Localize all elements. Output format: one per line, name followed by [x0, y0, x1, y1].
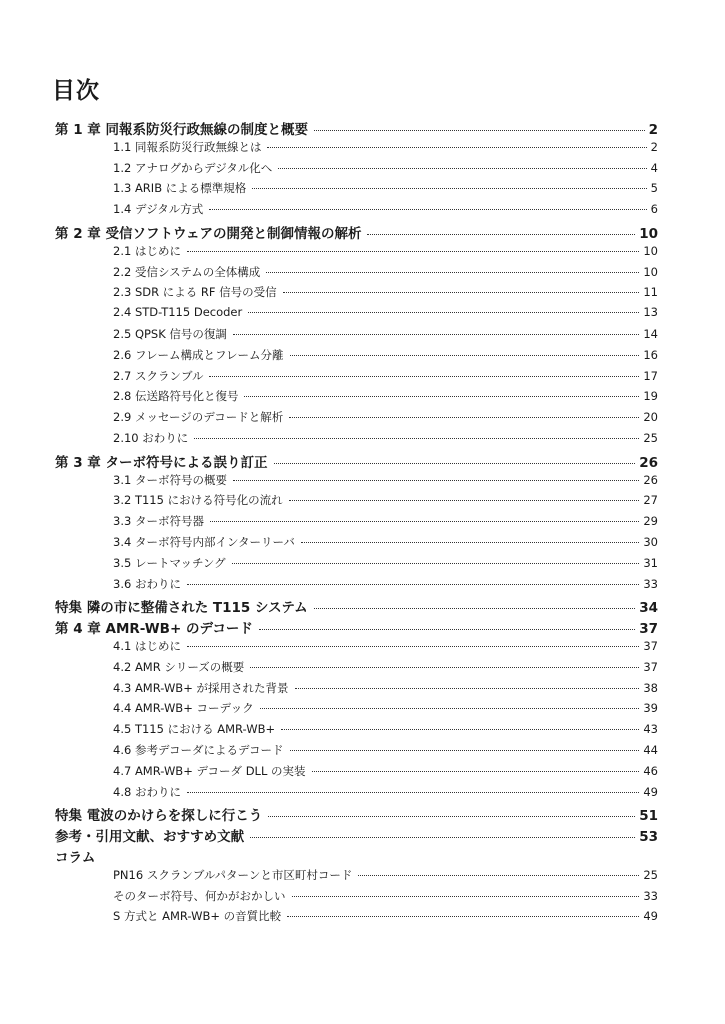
entry-title: 3.5 レートマッチング — [113, 555, 226, 570]
toc-section-entry — [113, 284, 658, 300]
page-number: 49 — [643, 909, 658, 924]
entry-title: 2.10 おわりに — [113, 431, 189, 445]
entry-title: コラム — [55, 850, 96, 866]
entry-title: 第 3 章 ターボ符号による誤り訂正 — [55, 454, 268, 471]
dot-leader — [289, 417, 639, 418]
entry-title: 1.1 同報系防災行政無線とは — [113, 139, 262, 154]
dot-leader — [281, 729, 639, 730]
toc-chapter-entry — [55, 451, 658, 471]
entry-title: 特集 隣の市に整備された T115 システム — [55, 600, 308, 617]
page-number: 6 — [650, 202, 658, 217]
toc-section-entry — [113, 326, 658, 342]
page-number: 25 — [643, 431, 658, 445]
dot-leader — [233, 334, 639, 335]
dot-leader — [290, 355, 640, 356]
toc-section-entry — [113, 264, 658, 280]
page-number: 49 — [643, 784, 658, 799]
page-number: 2 — [650, 139, 658, 154]
dot-leader — [260, 708, 640, 709]
entry-title: 第 2 章 受信ソフトウェアの開発と制御情報の解析 — [55, 226, 362, 242]
toc-chapter-entry — [55, 804, 658, 824]
toc-section-entry — [113, 742, 658, 758]
entry-title: 4.7 AMR-WB+ デコーダ DLL の実装 — [113, 763, 306, 778]
page-title: 目次 — [52, 78, 100, 104]
toc-chapter-entry — [55, 617, 658, 637]
dot-leader — [250, 837, 635, 838]
toc-section-entry — [113, 700, 658, 716]
toc-section-entry — [113, 243, 658, 259]
toc-section-entry — [113, 534, 658, 550]
page-number: 26 — [643, 472, 658, 487]
toc-section-entry — [113, 430, 658, 446]
entry-title: 4.5 T115 における AMR-WB+ — [113, 722, 276, 737]
toc-chapter-entry — [55, 222, 658, 242]
dot-leader — [187, 792, 639, 793]
entry-title: 2.3 SDR による RF 信号の受信 — [113, 285, 277, 300]
dot-leader — [232, 563, 640, 564]
entry-title: 3.4 ターボ符号内部インターリーバ — [113, 535, 295, 549]
toc-section-entry — [113, 388, 658, 404]
entry-title: 2.7 スクランブル — [113, 368, 204, 383]
entry-title: S 方式と AMR-WB+ の音質比較 — [113, 909, 282, 924]
entry-title: 特集 電波のかけらを探しに行こう — [55, 808, 263, 825]
toc-section-entry — [113, 763, 658, 779]
page-number: 10 — [643, 243, 658, 258]
toc-chapter-entry — [55, 846, 658, 866]
dot-leader — [187, 584, 639, 585]
entry-title: 1.4 デジタル方式 — [113, 202, 204, 217]
toc-section-entry — [113, 472, 658, 488]
toc-section-entry — [113, 409, 658, 425]
toc-section-entry — [113, 160, 658, 176]
dot-leader — [289, 500, 640, 501]
entry-title: 参考・引用文献、おすすめ文献 — [55, 829, 245, 846]
page-number: 46 — [643, 763, 658, 778]
toc-section-entry — [113, 638, 658, 654]
dot-leader — [252, 188, 646, 189]
dot-leader — [287, 916, 639, 917]
page-number: 2 — [648, 122, 658, 138]
entry-title: 4.4 AMR-WB+ コーデック — [113, 701, 254, 716]
entry-title: 2.5 QPSK 信号の復調 — [113, 327, 227, 341]
dot-leader — [267, 147, 646, 148]
page-number: 30 — [643, 535, 658, 549]
toc-section-entry — [113, 180, 658, 196]
entry-title: 第 1 章 同報系防災行政無線の制度と概要 — [55, 122, 308, 138]
page-number: 34 — [639, 600, 658, 617]
dot-leader — [259, 629, 635, 630]
toc-section-entry — [113, 492, 658, 508]
toc-section-entry — [113, 305, 658, 319]
page-number: 39 — [643, 701, 658, 716]
toc-chapter-entry — [55, 825, 658, 845]
toc-section-entry — [113, 576, 658, 592]
page-number: 16 — [643, 347, 658, 362]
entry-title: 4.1 はじめに — [113, 639, 181, 653]
page-number: 31 — [643, 555, 658, 570]
page-number: 4 — [650, 160, 658, 175]
dot-leader — [278, 168, 646, 169]
entry-title: 2.9 メッセージのデコードと解析 — [113, 410, 284, 425]
entry-title: 第 4 章 AMR-WB+ のデコード — [55, 621, 253, 638]
entry-title: 2.4 STD-T115 Decoder — [113, 305, 243, 320]
toc-section-entry — [113, 139, 658, 155]
entry-title: PN16 スクランブルパターンと市区町村コード — [113, 867, 353, 882]
dot-leader — [283, 292, 640, 293]
page-number: 29 — [643, 514, 658, 529]
page-number: 17 — [643, 368, 658, 383]
dot-leader — [312, 771, 640, 772]
dot-leader — [274, 463, 636, 464]
toc-section-entry — [113, 555, 658, 571]
entry-title: そのターボ符号、何かがおかしい — [113, 888, 286, 903]
entry-title: 3.6 おわりに — [113, 576, 181, 591]
page-number: 33 — [643, 576, 658, 591]
toc-section-entry — [113, 867, 658, 883]
toc-section-entry — [113, 201, 658, 217]
entry-title: 2.6 フレーム構成とフレーム分離 — [113, 347, 284, 362]
page-number: 33 — [643, 888, 658, 903]
page-number: 37 — [639, 621, 658, 638]
toc-section-entry — [113, 659, 658, 675]
entry-title: 4.8 おわりに — [113, 784, 181, 799]
dot-leader — [248, 312, 639, 313]
dot-leader — [250, 667, 639, 668]
page-number: 38 — [643, 680, 658, 695]
toc-section-entry — [113, 908, 658, 924]
dot-leader — [209, 376, 639, 377]
toc-section-entry — [113, 680, 658, 696]
page-number: 13 — [643, 305, 658, 320]
entry-title: 3.1 ターボ符号の概要 — [113, 472, 227, 487]
toc-chapter-entry — [55, 118, 658, 138]
page-number: 10 — [643, 264, 658, 279]
dot-leader — [314, 130, 645, 131]
page-number: 19 — [643, 389, 658, 404]
dot-leader — [301, 542, 639, 543]
page-number: 5 — [650, 181, 658, 196]
entry-title: 2.2 受信システムの全体構成 — [113, 264, 261, 279]
page-number: 53 — [639, 829, 658, 846]
dot-leader — [194, 438, 639, 439]
toc-section-entry — [113, 513, 658, 529]
dot-leader — [187, 251, 639, 252]
page-number: 51 — [639, 808, 658, 825]
toc-section-entry — [113, 784, 658, 800]
toc-section-entry — [113, 888, 658, 904]
toc-section-entry — [113, 368, 658, 384]
dot-leader — [244, 396, 639, 397]
dot-leader — [187, 646, 639, 647]
dot-leader — [358, 875, 639, 876]
entry-title: 3.2 T115 における符号化の流れ — [113, 493, 283, 508]
page-number: 11 — [643, 285, 658, 300]
dot-leader — [209, 209, 646, 210]
dot-leader — [295, 688, 640, 689]
entry-title: 1.3 ARIB による標準規格 — [113, 181, 247, 196]
page-number: 25 — [643, 867, 658, 882]
page-number: 27 — [643, 493, 658, 508]
page-number: 10 — [639, 226, 658, 242]
entry-title: 2.1 はじめに — [113, 243, 181, 258]
toc-section-entry — [113, 347, 658, 363]
page-number: 14 — [643, 327, 658, 341]
page-number: 26 — [639, 454, 658, 471]
page-number: 44 — [643, 743, 658, 757]
page-number: 43 — [643, 722, 658, 737]
dot-leader — [292, 896, 640, 897]
dot-leader — [266, 272, 639, 273]
entry-title: 4.6 参考デコーダによるデコード — [113, 743, 284, 757]
dot-leader — [314, 608, 636, 609]
entry-title: 2.8 伝送路符号化と復号 — [113, 389, 239, 404]
toc-section-entry — [113, 721, 658, 737]
dot-leader — [268, 816, 635, 817]
dot-leader — [233, 480, 639, 481]
toc-chapter-entry — [55, 596, 658, 616]
page-number: 37 — [643, 639, 658, 653]
entry-title: 4.2 AMR シリーズの概要 — [113, 659, 245, 674]
entry-title: 3.3 ターボ符号器 — [113, 514, 204, 529]
dot-leader — [290, 750, 640, 751]
dot-leader — [367, 234, 635, 235]
entry-title: 4.3 AMR-WB+ が採用された背景 — [113, 680, 289, 695]
page-number: 20 — [643, 410, 658, 425]
page-number: 37 — [643, 659, 658, 674]
entry-title: 1.2 アナログからデジタル化へ — [113, 160, 273, 175]
dot-leader — [210, 521, 639, 522]
